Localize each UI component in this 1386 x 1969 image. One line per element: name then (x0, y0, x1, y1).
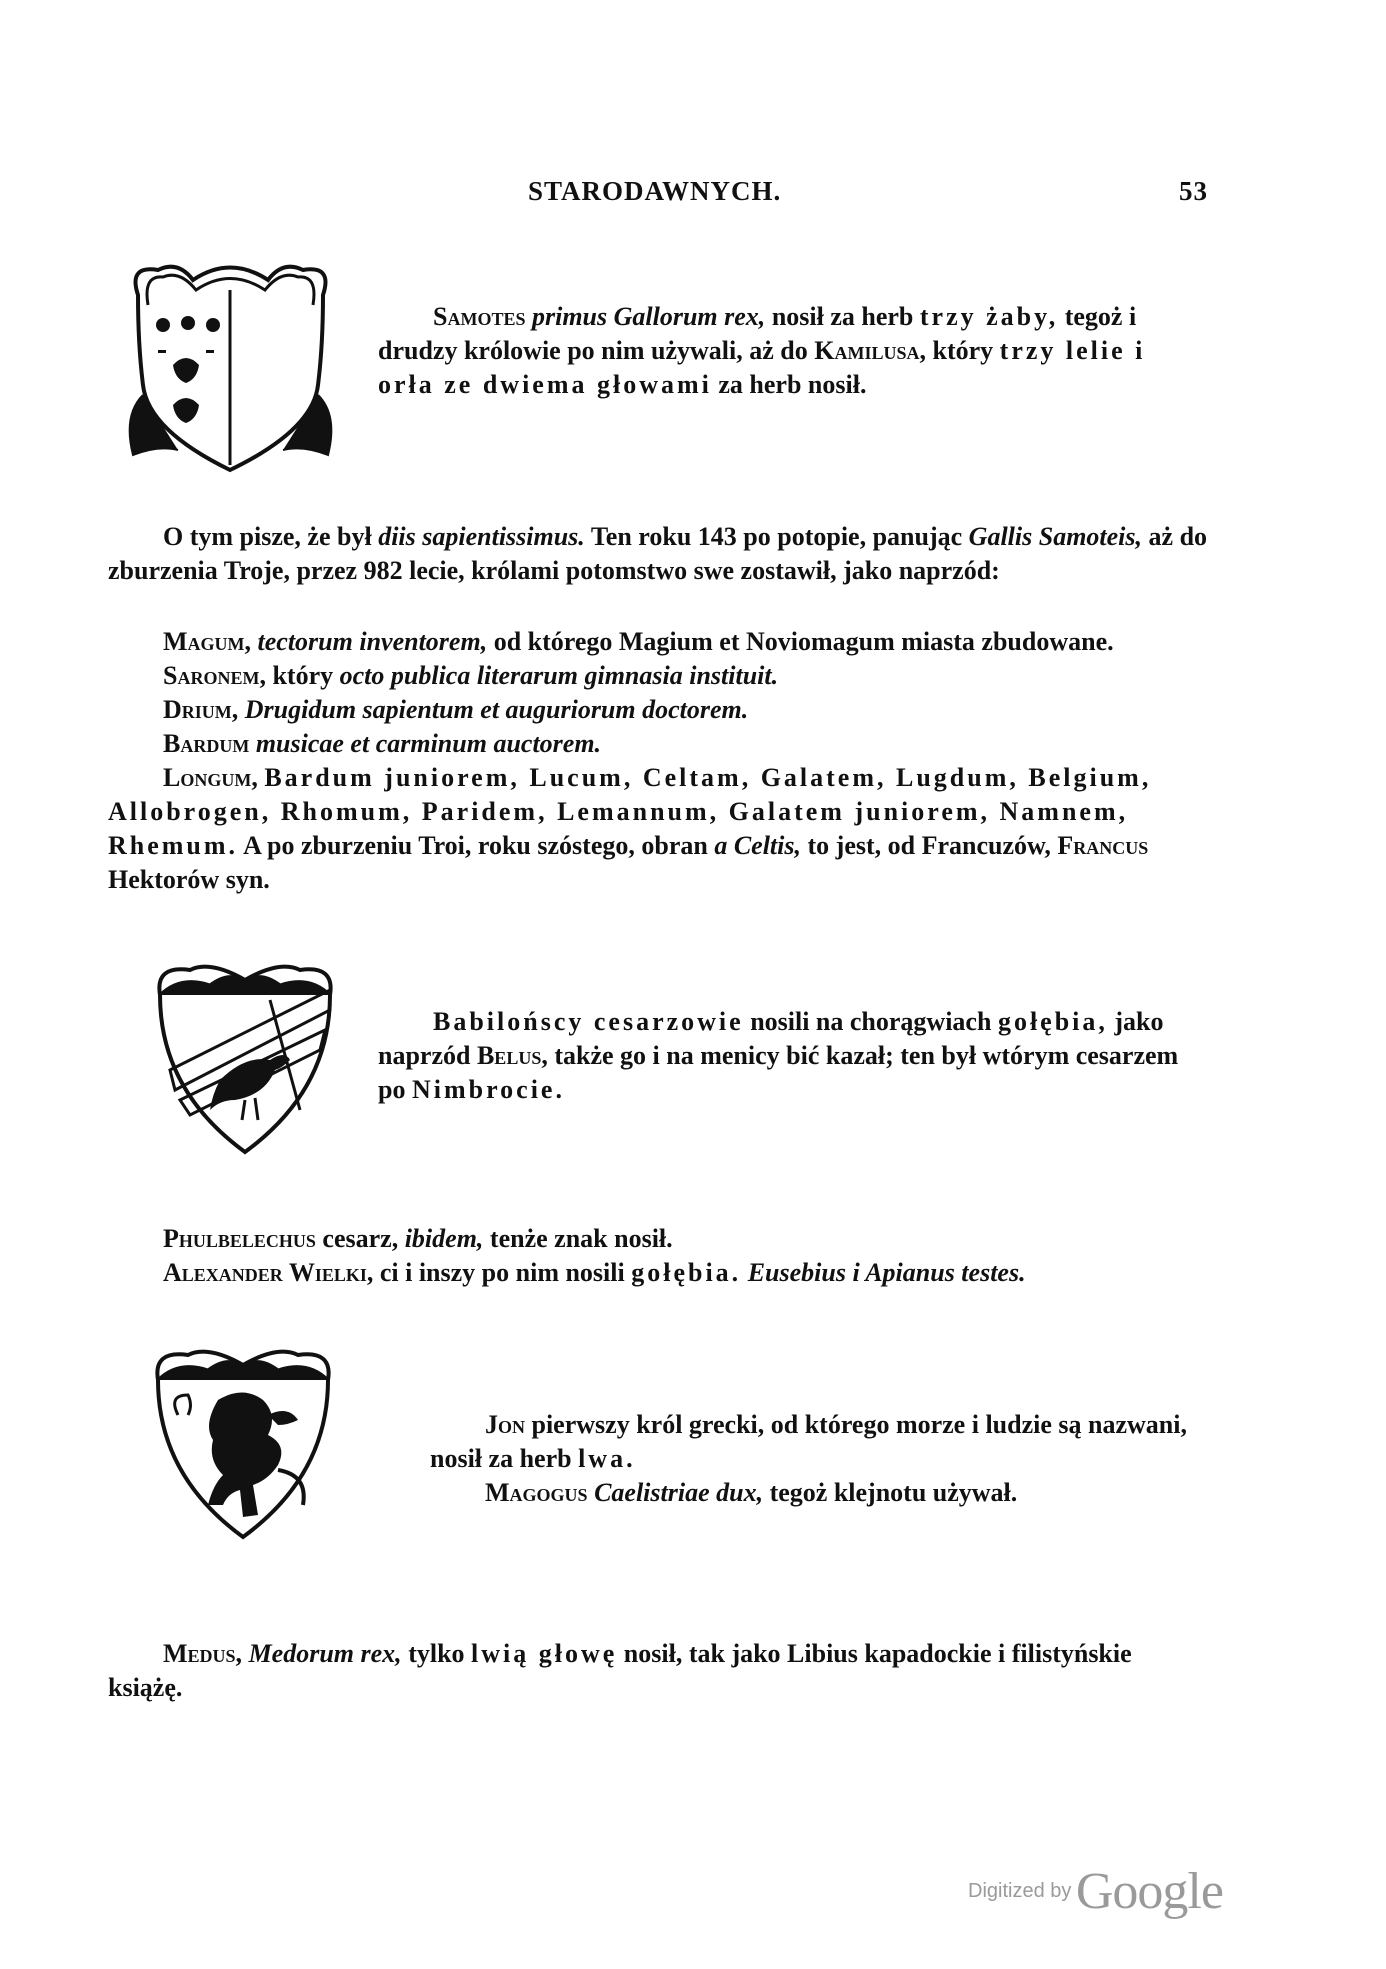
block-medus: Medus, Medorum rex, tylko lwią głowę nosił, tak jako Libius kapadockie i filistyńskie książę. (108, 1639, 1132, 1702)
list-item: Longum, Bardum juniorem, Lucum, Celtam, Galatem, Lugdum, Belgium, Allobrogen, Rhomum, Paridem, Lemannum, Galatem juniorem, Namnem, Rhemum. A po zburzeniu Troi, roku szóstego, obran a Celtis, to jest, od Francuzów, Francus Hektorów syn. (108, 763, 1152, 894)
block-jon: Jon pierwszy król grecki, od którego morze i ludzie są nazwani, nosił za herb lwa. Magogus Caelistriae dux, tegoż klejnotu używał. (430, 1410, 1187, 1507)
text-gallis: Gallis Samoteis, (968, 522, 1143, 551)
text-az-do: aż do zburzenia Troje, przez 982 lecie, królami potomstwo swe zostawił, jako naprzód: (108, 522, 1208, 585)
block-babilonscy: Babilońscy cesarzowie nosili na chorągwiach gołębia, jako naprzód Belus, także go i na menicy bić kazał; ten był wtórym cesarzem po Nimbrocie. (378, 1007, 1179, 1104)
list-item: Bardum musicae et carminum auctorem. (163, 729, 602, 758)
text-line3b: za herb nosił. (718, 370, 867, 399)
name-kamilusa: Kamilusa, (814, 336, 926, 365)
block-phulbelechus: Phulbelechus cesarz, ibidem, tenże znak nosił. Alexander Wielki, ci i inszy po nim nosili gołębia. Eusebius i Apianus testes. (163, 1224, 1026, 1287)
text-diis: diis sapientissimus. (378, 522, 585, 551)
shield-frogs-icon (118, 255, 343, 480)
text-line2a: tegoż i drudzy królowie po nim używali, aż do (378, 302, 1137, 365)
block-o-tym (108, 520, 1208, 588)
text-ten-roku: Ten roku 143 po potopie, panując (590, 522, 963, 551)
text-primus: primus Gallorum rex, (531, 302, 766, 331)
page-number: 53 (1179, 176, 1208, 206)
name-jon: Jon (485, 1410, 525, 1439)
list-item: Saronem, który octo publica literarum gimnasia instituit. (163, 661, 779, 690)
page-title: STARODAWNYCH. (528, 176, 782, 206)
list-item: Drium, Drugidum sapientum et auguriorum doctorem. (163, 695, 749, 724)
shield-dove-icon (150, 960, 340, 1160)
name-samotes: Samotes (433, 302, 526, 331)
digitized-by-google-watermark: Digitized by Google (968, 1863, 1223, 1920)
text-nosil: nosił za herb (771, 302, 914, 331)
text-line2b: który (932, 336, 994, 365)
list-item: Magum, tectorum inventorem, od którego Magium et Noviomagum miasta zbudowane. (163, 627, 1114, 656)
text-trzy-zaby: trzy żaby, (919, 302, 1059, 331)
shield-lion-icon (148, 1345, 338, 1545)
name-medus: Medus, (163, 1639, 243, 1668)
block-samotes (378, 300, 1208, 402)
text-otym: O tym pisze, że był (163, 522, 372, 551)
name-belus: Belus, (476, 1041, 548, 1070)
name-magogus: Magogus (485, 1478, 588, 1507)
list-kings (108, 625, 1208, 897)
text-line3a: trzy lelie i orła ze dwiema głowami (378, 336, 1146, 399)
